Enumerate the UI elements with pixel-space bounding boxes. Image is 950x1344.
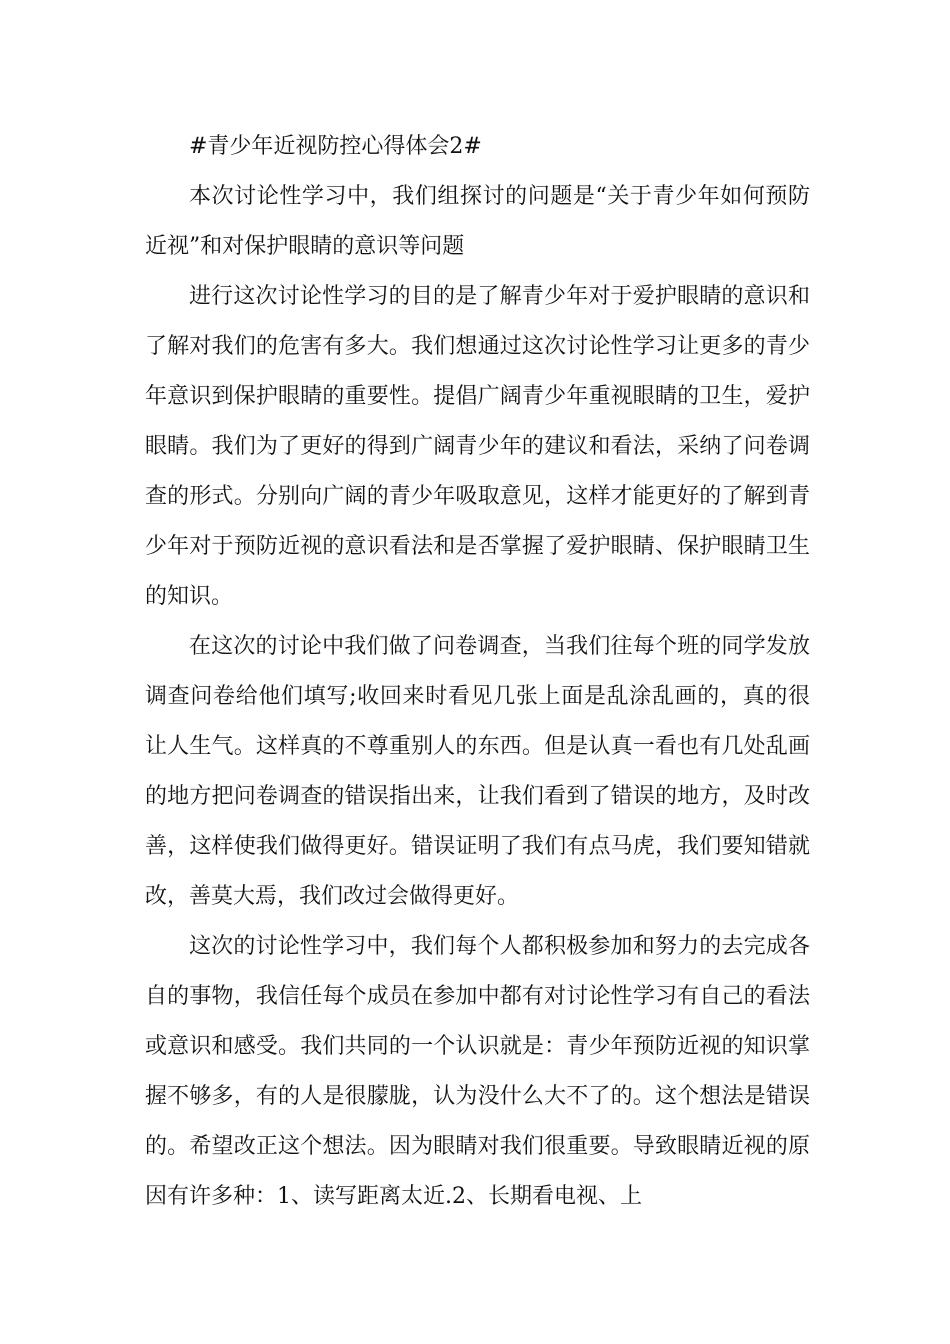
- document-body: [145, 122, 810, 1222]
- paragraph-2: 进行这次讨论性学习的目的是了解青少年对于爱护眼睛的意识和了解对我们的危害有多大。我们想通过这次讨论性学习让更多的青少年意识到保护眼睛的重要性。提倡广阔青少年重视眼睛的卫生，爱护眼睛。我们为了更好的得到广阔青少年的建议和看法，采纳了问卷调查的形式。分别向广阔的青少年吸取意见，这样才能更好的了解到青少年对于预防近视的意识看法和是否掌握了爱护眼睛、保护眼睛卫生的知识。: [145, 284, 810, 609]
- paragraph-4: 这次的讨论性学习中，我们每个人都积极参加和努力的去完成各自的事物，我信任每个成员在参加中都有对讨论性学习有自己的看法或意识和感受。我们共同的一个认识就是：青少年预防近视的知识掌握不够多，有的人是很朦胧，认为没什么大不了的。这个想法是错误的。希望改正这个想法。因为眼睛对我们很重要。导致眼睛近视的原因有许多种：1、读写距离太近.2、长期看电视、上: [145, 934, 810, 1209]
- paragraph-3: 在这次的讨论中我们做了问卷调查，当我们往每个班的同学发放调查问卷给他们填写;收回来时看见几张上面是乱涂乱画的，真的很让人生气。这样真的不尊重别人的东西。但是认真一看也有几处乱画的地方把问卷调查的错误指出来，让我们看到了错误的地方，及时改善，这样使我们做得更好。错误证明了我们有点马虎，我们要知错就改，善莫大焉，我们改过会做得更好。: [145, 634, 810, 909]
- paragraph-1: 本次讨论性学习中，我们组探讨的问题是“关于青少年如何预防近视”和对保护眼睛的意识等问题: [145, 184, 810, 259]
- document-heading: #青少年近视防控心得体会2#: [189, 134, 482, 159]
